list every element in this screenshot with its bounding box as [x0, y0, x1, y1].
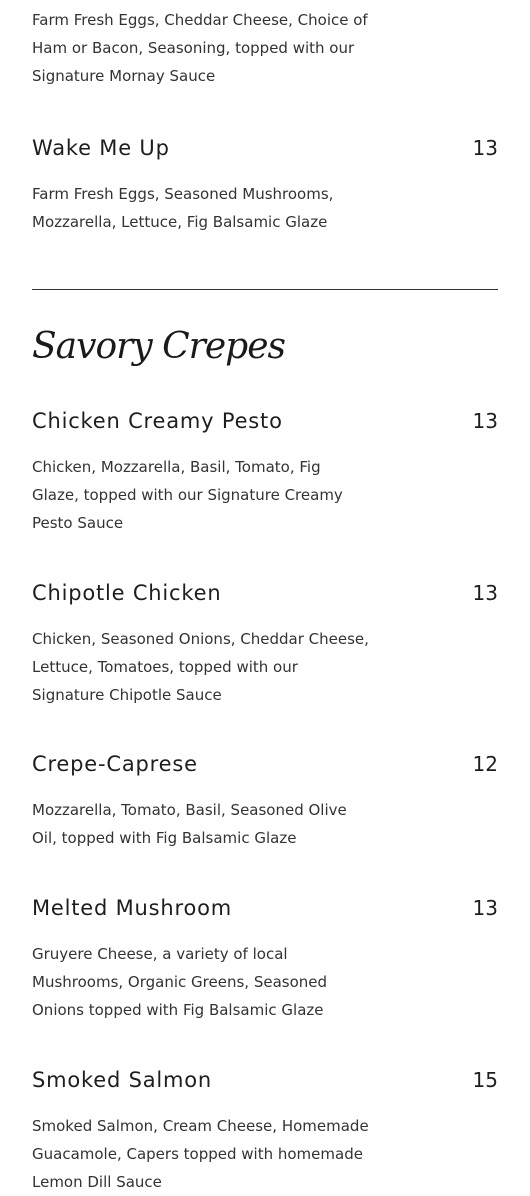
menu-item-name: Smoked Salmon [32, 1068, 213, 1092]
menu-item-price: 13 [472, 409, 498, 433]
menu-item-description: Gruyere Cheese, a variety of local Mushrooms, Organic Greens, Seasoned Onions topped with Fig Balsamic Glaze [32, 945, 328, 1019]
menu-item-melted-mushroom [32, 896, 498, 1024]
section-title: Savory Crepes [32, 326, 286, 367]
menu-item-price: 15 [472, 1068, 498, 1092]
menu-item-price: 12 [472, 752, 498, 776]
menu-item-crepe-caprese [32, 752, 498, 852]
menu-item-price: 13 [472, 896, 498, 920]
menu-item-name: Wake Me Up [32, 136, 170, 160]
menu-item-smoked-salmon [32, 1068, 498, 1196]
menu-item-description: Mozzarella, Tomato, Basil, Seasoned Olive Oil, topped with Fig Balsamic Glaze [32, 801, 347, 847]
menu-item-price: 13 [472, 581, 498, 605]
menu-item-description: Smoked Salmon, Cream Cheese, Homemade Guacamole, Capers topped with homemade Lemon Dill Sauce [32, 1117, 369, 1191]
menu-item-description: Farm Fresh Eggs, Cheddar Cheese, Choice of Ham or Bacon, Seasoning, topped with our Signature Mornay Sauce [32, 11, 368, 85]
menu-item-name: Chicken Creamy Pesto [32, 409, 283, 433]
menu-item-description: Chicken, Mozzarella, Basil, Tomato, Fig Glaze, topped with our Signature Creamy Pesto Sauce [32, 458, 343, 532]
menu-item-description: Chicken, Seasoned Onions, Cheddar Cheese, Lettuce, Tomatoes, topped with our Signature Chipotle Sauce [32, 630, 369, 704]
menu-item-description: Farm Fresh Eggs, Seasoned Mushrooms, Mozzarella, Lettuce, Fig Balsamic Glaze [32, 185, 334, 231]
menu-item-name: Chipotle Chicken [32, 581, 222, 605]
menu-item-name: Melted Mushroom [32, 896, 233, 920]
section-divider [32, 289, 498, 290]
menu-item-wake-me-up [32, 136, 498, 236]
menu-item-price: 13 [472, 136, 498, 160]
menu-item-name: Crepe-Caprese [32, 752, 198, 776]
menu-item-chipotle-chicken [32, 581, 498, 709]
menu-item-chicken-creamy-pesto [32, 409, 498, 537]
